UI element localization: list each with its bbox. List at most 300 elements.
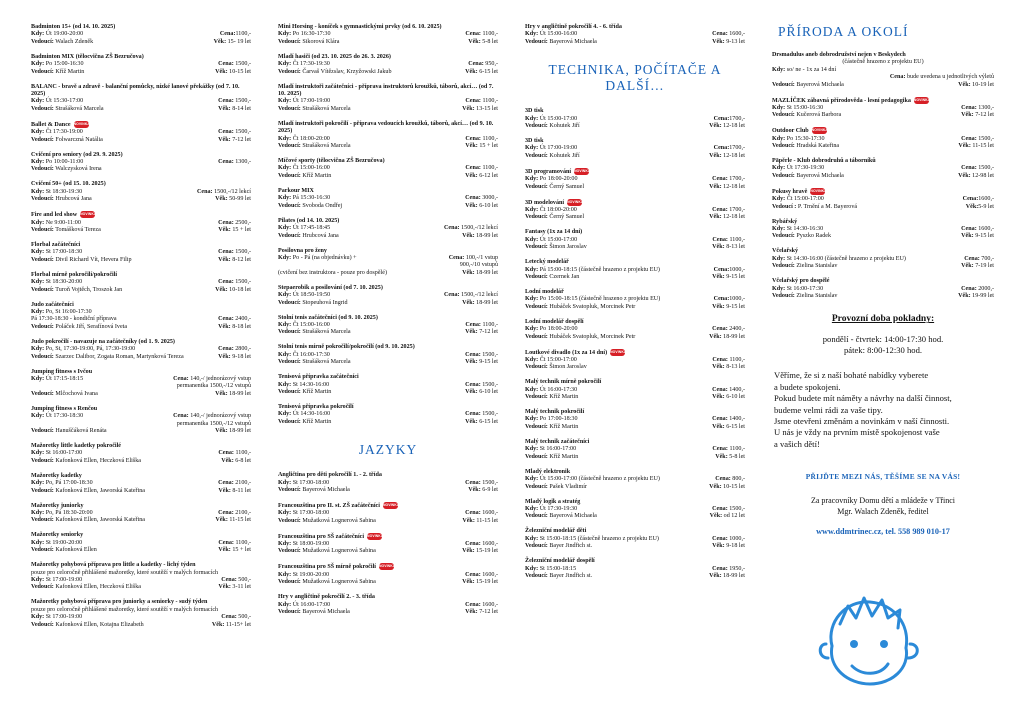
detail-label: Vedoucí: <box>525 152 548 159</box>
course-detail-right: Cena: 140,-/ jednorázový vstup <box>173 375 251 382</box>
detail-label: Věk: <box>462 517 475 524</box>
course-detail-row <box>525 334 745 341</box>
course-detail-right: Cena: 1600,- <box>961 226 994 232</box>
detail-label: Cena: <box>197 188 213 195</box>
course-name: Pokusy hravě <box>772 188 808 195</box>
course-detail-row <box>278 352 498 359</box>
course-name: Fantasy (1x za 14 dní) <box>525 229 583 236</box>
course-name: Mažoretky seniorky <box>31 532 84 539</box>
course-title <box>525 528 745 535</box>
detail-label: Kdy: <box>31 61 45 68</box>
new-badge: NOVINKA <box>574 168 591 173</box>
course-detail-left: Kdy: Čt 15:00-16:00 <box>278 321 330 328</box>
course-entry <box>525 499 745 521</box>
course-detail-row <box>278 572 498 579</box>
detail-label: Vedoucí: <box>278 487 301 493</box>
detail-label: Věk: <box>465 202 478 209</box>
course-name: Rybářský <box>772 218 798 225</box>
course-name: Mažoretky juniorky <box>31 502 84 509</box>
detail-label: Věk: <box>218 105 231 112</box>
course-title <box>278 84 498 99</box>
course-detail-left: Pá 17:30-18:30 - kondiční příprava <box>31 316 117 323</box>
course-entry <box>525 229 745 251</box>
course-title <box>31 272 251 279</box>
detail-label: Věk: <box>462 232 475 239</box>
course-detail-row <box>278 233 498 240</box>
detail-label: Kdy: <box>525 206 539 213</box>
course-name: MAZLÍČEK zábavná přírodověda - lesní pedagogika <box>772 97 911 104</box>
course-entry <box>772 97 994 120</box>
course-title <box>525 199 745 207</box>
detail-label: Cena: <box>961 104 977 111</box>
course-detail-left: Kdy: St 14:30-16:00 (částečně hrazeno z projektu EU) <box>772 255 906 262</box>
course-entry <box>31 54 251 76</box>
course-entry <box>31 211 251 234</box>
closing-message <box>772 370 994 450</box>
detail-label: Vedoucí: <box>525 123 548 130</box>
course-detail-row <box>278 195 498 202</box>
course-detail-right: Cena: 1600,- <box>712 31 745 38</box>
course-detail-right: Věk: 15- 19 let <box>213 38 251 45</box>
course-detail-row <box>772 293 994 300</box>
course-entry <box>525 319 745 341</box>
detail-label: Věk: <box>712 364 725 371</box>
course-name: Outdoor Club <box>772 128 809 135</box>
course-title <box>772 127 994 135</box>
course-detail-left: Kdy: Po 17:00-18:30 <box>525 416 578 423</box>
course-entry <box>525 409 745 431</box>
detail-label: Cena: <box>465 479 481 486</box>
detail-label: Cena: <box>712 416 728 423</box>
message-line: Jsme otevřeni změnám a novinkám v naší činnosti. <box>774 416 950 427</box>
course-detail-right: Věk: 13-15 let <box>462 105 498 112</box>
course-detail-left: Kdy: Čt 15:00-16:00 <box>278 165 330 172</box>
course-entry <box>278 285 498 307</box>
column-3 <box>525 24 745 588</box>
detail-label: Vedoucí: <box>525 543 548 550</box>
course-detail-row <box>772 82 994 89</box>
course-entry <box>278 54 498 76</box>
ddm-logo-child-face-icon <box>810 588 928 688</box>
course-detail-left: Vedoucí: Bayer Jindřich st. <box>525 543 593 550</box>
detail-label: Kdy: <box>772 226 786 232</box>
course-detail-left: Kdy: St 16:00-17:30 <box>772 285 824 292</box>
detail-label: Vedoucí: <box>278 68 301 75</box>
course-detail-right: Věk: 18-99 let <box>462 232 498 239</box>
course-detail-row <box>278 61 498 68</box>
course-entry <box>31 24 251 46</box>
detail-label: Věk: <box>462 579 475 586</box>
course-detail-row <box>772 256 994 263</box>
course-detail-left: Vedoucí: Folwarczná Natália <box>31 136 103 143</box>
detail-label: Věk: <box>211 621 225 628</box>
course-detail-right: Cena: 1500,-/12 lekcí <box>444 292 498 299</box>
course-detail-left: Vedoucí: Strašáková Marcela <box>31 105 104 112</box>
course-entry <box>525 558 745 580</box>
course-entry <box>31 121 251 144</box>
course-entry <box>31 272 251 294</box>
course-detail-right: Cena: 1500,- <box>465 381 498 388</box>
detail-label: Vedoucí: <box>772 81 795 88</box>
course-detail-left: pouze pro celoročně přihlášené mažoretky, které soutěží v malých formacích <box>31 569 219 576</box>
course-entry <box>278 188 498 210</box>
course-detail-left: Kdy: Po, Pá 18:30-20:00 <box>31 510 93 517</box>
course-detail-right: Cena: 1500,- <box>961 135 994 142</box>
course-detail-left: Vedoucí: Hradská Kateřina <box>772 143 840 150</box>
detail-label: Vedoucí: <box>278 329 301 336</box>
detail-label: Cena: <box>444 225 460 232</box>
course-detail-row <box>31 517 251 524</box>
course-entry <box>278 248 498 278</box>
course-detail-right: Cena: 140,-/ jednorázový vstup <box>173 413 251 420</box>
course-entry <box>31 599 251 629</box>
course-detail-row <box>278 136 498 143</box>
course-entry <box>278 533 498 556</box>
course-detail-right: Cena:1700,- <box>713 115 745 122</box>
course-detail-left: Kdy: Út 15:30-17:00 <box>31 98 84 105</box>
detail-label: Cena: <box>221 614 237 621</box>
course-detail-right: Cena: bude uvedena u jednotlivých výletů <box>889 74 994 81</box>
course-detail-right: Cena:1700,- <box>713 145 745 152</box>
course-detail-left: Vedoucí: Kafonková Ellen, Jaworská Kateřina <box>31 487 146 494</box>
detail-label: Věk: <box>218 136 231 143</box>
course-title <box>31 369 251 376</box>
new-badge: NOVINKA <box>378 564 396 569</box>
detail-label: Cena: <box>712 565 728 572</box>
course-detail-right: Cena: 1500,- <box>218 129 251 136</box>
detail-label: Vedoucí: <box>31 487 54 494</box>
course-detail-left: Kdy: Po, Pá 17:00-18:30 <box>31 480 93 487</box>
detail-label: Věk: <box>709 333 722 340</box>
course-entry <box>31 562 251 592</box>
new-badge: NOVINKA <box>367 533 384 538</box>
course-detail-row <box>31 227 251 234</box>
course-detail-right: Cena: 1500,- <box>218 61 251 68</box>
detail-label: Kdy: <box>772 135 786 142</box>
course-detail-right: Věk: 10-15 let <box>709 483 745 490</box>
org-line: Za pracovníky Domu dětí a mládeže v Třinci <box>810 496 956 506</box>
course-detail-row <box>278 270 498 277</box>
course-name: Cvičení 50+ (od 15. 10. 2025) <box>31 181 106 188</box>
detail-label: Kdy: <box>525 296 539 303</box>
course-detail-right: Cena: 1100,- <box>465 165 498 172</box>
course-detail-left: Kdy: Út 16:00-17:00 <box>278 601 331 608</box>
detail-label: Kdy: <box>31 539 45 546</box>
course-detail-right: Věk: 5-8 let <box>468 38 498 45</box>
course-title <box>278 24 498 31</box>
course-detail-row <box>525 513 745 520</box>
detail-label: Cena: <box>448 254 465 261</box>
detail-label: Cena: <box>218 279 234 286</box>
course-name: Francouzština pro SŠ mírně pokročilí <box>278 564 376 571</box>
course-detail-right: Cena: 1500,- <box>961 165 994 172</box>
course-title <box>31 152 251 159</box>
detail-label: Věk: <box>958 81 971 88</box>
course-detail-right: Věk: 9-18 let <box>218 353 251 360</box>
course-detail-right: Cena:1000,- <box>713 266 745 273</box>
detail-label: Kdy: <box>772 196 786 203</box>
detail-label: Cena: <box>218 249 234 256</box>
course-detail-right: Cena: 2100,- <box>218 510 251 517</box>
detail-label: Vedoucí: <box>31 136 54 143</box>
detail-label: Věk: <box>712 543 725 550</box>
detail-label: Vedoucí: <box>31 323 54 330</box>
detail-label: Kdy: <box>278 61 292 68</box>
course-name: Francouzština pro II. st. ZŠ začátečníci <box>278 502 380 509</box>
detail-label: Kdy: <box>525 145 539 152</box>
course-detail-left: Vedoucí: Bayerová Michaela <box>278 487 350 493</box>
course-detail-left: Kdy: Pá 15:30-16:30 <box>278 195 331 202</box>
course-detail-right: Cena: 1500,- <box>465 351 498 358</box>
course-detail-right: Věk: 8-14 let <box>218 105 251 112</box>
course-title <box>525 349 745 357</box>
detail-label: Věk: <box>709 214 722 221</box>
detail-label: Věk: <box>218 584 231 591</box>
detail-label: Vedoucí: <box>278 232 301 239</box>
course-detail-row <box>278 579 498 586</box>
course-detail-left: Vedoucí: Kohutek Jiří <box>525 152 580 159</box>
course-detail-left: Vedoucí: Kříž Martin <box>525 453 579 460</box>
course-detail-row <box>278 98 498 105</box>
detail-label: Vedoucí: <box>525 423 548 430</box>
message-line: a vašich dětí! <box>774 438 820 449</box>
detail-label: Věk: <box>958 293 971 300</box>
detail-label: Kdy: <box>31 510 45 517</box>
course-name: Malý technik začátečníci <box>525 438 590 445</box>
detail-label: Kdy: <box>772 104 786 111</box>
invite-text: PŘIJĎTE MEZI NÁS, TĚŠÍME SE NA VÁS! <box>805 472 961 482</box>
detail-label: Cena: <box>468 61 484 68</box>
detail-label: Cena: <box>712 386 728 393</box>
detail-label: Cena: <box>712 206 728 213</box>
course-detail-row <box>278 411 498 418</box>
course-detail-row <box>525 39 745 46</box>
course-detail-left: Kdy: Čt 17:30-19:00 <box>31 129 83 136</box>
course-detail-left: Vedoucí: Poláček Jiří, Serafínová Iveta <box>31 323 128 330</box>
detail-label: Vedoucí: <box>525 513 548 520</box>
detail-label: Věk: <box>215 286 228 293</box>
detail-label: Vedoucí: <box>525 483 548 490</box>
detail-label: Cena: <box>218 450 234 457</box>
course-detail-row <box>525 424 745 431</box>
detail-label: Kdy: <box>31 577 45 584</box>
course-detail-right: Věk: 15 + let <box>465 143 498 150</box>
course-detail-row <box>525 244 745 251</box>
course-name: Parkour MIX <box>278 187 314 194</box>
detail-label: Vedoucí: <box>278 608 301 615</box>
course-entry <box>525 108 745 130</box>
course-detail-right: Cena: 1500,-/12 lekcí <box>444 225 498 232</box>
course-name: Hry v angličtině pokročilí 2. - 3. třída <box>278 594 375 601</box>
course-detail-row <box>525 274 745 281</box>
course-detail-right: Cena: 1100,- <box>465 98 498 105</box>
detail-label: Kdy: <box>278 165 292 172</box>
course-title <box>31 503 251 510</box>
course-detail-left: Kdy: St 17:00-18:00 <box>278 479 330 486</box>
course-detail-row <box>772 105 994 112</box>
detail-label: Vedoucí: <box>772 263 795 270</box>
detail-label: Vedoucí: <box>525 394 548 401</box>
course-detail-right: Věk: 19-99 let <box>958 293 994 300</box>
course-entry <box>278 594 498 616</box>
course-detail-right: Cena:1100,- <box>219 31 251 38</box>
course-name: Mažoretky pohybová příprava pro juniorky a seniorky - sudý týden <box>31 599 208 606</box>
signature-block <box>772 495 994 517</box>
detail-label: Věk: <box>961 263 974 270</box>
column-4 <box>772 24 994 536</box>
detail-label: Kdy: <box>31 308 45 315</box>
detail-label: Vedoucí: <box>525 183 548 190</box>
course-entry <box>31 84 251 114</box>
detail-label: Kdy: <box>31 413 45 420</box>
course-detail-right: Cena: 1400,- <box>712 386 745 393</box>
course-detail-right: Cena: 1500,-/12 lekcí <box>197 188 251 195</box>
website-link[interactable]: www.ddmtrinec.cz, <box>816 527 884 537</box>
detail-label: Věk: <box>709 152 722 159</box>
course-detail-row <box>278 609 498 616</box>
detail-label: Cena: <box>465 541 481 548</box>
course-detail-row <box>31 166 251 173</box>
message-line: U nás je vždy na prvním místě spokojenost vaše <box>774 427 940 438</box>
course-detail-row <box>525 304 745 311</box>
course-detail-row <box>31 607 251 614</box>
course-entry <box>278 315 498 337</box>
column-2 <box>278 24 498 624</box>
course-detail-left: Kdy: St 16:00-17:00 <box>525 446 577 453</box>
course-detail-left: Vedoucí: Walach Zdeněk <box>31 38 94 45</box>
course-title <box>525 108 745 115</box>
new-badge: NOVINKA <box>567 199 584 204</box>
detail-label: Vedoucí: <box>772 293 795 300</box>
course-detail-left: Vedoucí: Strašáková Marcela <box>278 143 351 150</box>
detail-label: Věk: <box>958 172 971 179</box>
section-heading-nature: PŘÍRODA A OKOLÍ <box>778 24 909 39</box>
course-detail-row <box>31 220 251 227</box>
course-title <box>772 219 994 226</box>
course-detail-left: Vedoucí: Kafonková Ellen, Heczková Eliška <box>31 584 141 591</box>
detail-label: Cena: <box>712 446 728 453</box>
course-name: Francouzština pro SŠ začátečníci <box>278 533 365 540</box>
course-name: Judo pokročilí - navazuje na začátečníky (od 1. 9. 2025) <box>31 338 175 345</box>
course-detail-row <box>525 237 745 244</box>
course-title <box>31 181 251 188</box>
detail-label: Cena: <box>712 505 728 512</box>
course-detail-left: Vedoucí: Bayerová Michaela <box>772 81 844 88</box>
detail-label: Věk: <box>462 548 475 555</box>
course-entry <box>525 379 745 401</box>
course-detail-row <box>31 421 251 428</box>
course-detail-row <box>278 518 498 525</box>
course-entry <box>31 181 251 203</box>
detail-label: Kdy: <box>525 416 539 423</box>
detail-label: Kdy: <box>525 31 539 38</box>
detail-label: Vedoucí: <box>31 428 54 434</box>
detail-label: Cena: <box>218 98 234 105</box>
course-entry <box>525 199 745 222</box>
course-detail-right: Věk: 18-99 let <box>709 333 745 340</box>
course-detail-right: Věk: 9-13 let <box>712 38 745 45</box>
course-detail-right: Věk: 18-99 let <box>215 390 251 397</box>
course-detail-row <box>278 359 498 366</box>
course-detail-row <box>278 322 498 329</box>
course-detail-right: Věk: 9-15 let <box>712 303 745 310</box>
detail-label: Vedoucí: <box>278 38 301 45</box>
course-name: Drsmadulus aneb dobrodružství nejen v Beskydech <box>772 52 906 58</box>
course-detail-row <box>278 548 498 555</box>
cashier-hours-heading: Provozní doba pokladny: <box>831 314 935 325</box>
course-detail-right: Věk: 12-18 let <box>709 152 745 159</box>
detail-label: Věk: <box>712 303 725 310</box>
course-detail-row <box>31 480 251 487</box>
course-title <box>278 285 498 292</box>
detail-label: Kdy: <box>525 176 539 183</box>
course-detail-left: Kdy: Út 15:00-16:00 <box>525 31 578 38</box>
course-detail-right: Cena: 2000,- <box>961 285 994 292</box>
course-name: Lodní modelář dospělí <box>525 318 584 325</box>
course-entry <box>772 52 994 89</box>
course-title <box>278 188 498 195</box>
detail-label: Kdy: <box>278 351 292 358</box>
detail-label: Cena: <box>465 135 481 142</box>
course-detail-row <box>31 413 251 420</box>
course-detail-row <box>31 287 251 294</box>
column-1 <box>31 24 251 637</box>
detail-label: Kdy: <box>772 165 786 172</box>
detail-label: Cena: <box>465 601 481 608</box>
course-detail-row <box>525 184 745 191</box>
course-detail-right: Věk: 9-18 let <box>712 543 745 550</box>
course-detail-row <box>31 69 251 76</box>
course-detail-row <box>278 69 498 76</box>
course-detail-left: Kdy: St 15:00-18:15 <box>525 565 577 572</box>
course-detail-row <box>525 145 745 152</box>
new-badge: NOVINKA <box>913 97 931 102</box>
course-detail-left: Vedoucí: Mužatková Lognerová Sabina <box>278 579 376 586</box>
course-detail-row <box>278 292 498 299</box>
detail-label: Cena: <box>218 129 234 136</box>
detail-label: Kdy: <box>31 129 45 136</box>
course-detail-row <box>525 364 745 371</box>
course-title <box>31 473 251 480</box>
detail-label: Kdy: <box>278 541 292 548</box>
course-detail-right: Cena: 1500,- <box>218 279 251 286</box>
course-detail-left: Vedoucí: Kafonková Ellen, Kotajna Elizabeth <box>31 621 144 628</box>
detail-label: Vedoucí: <box>278 143 301 150</box>
detail-label: Vedoucí: <box>525 333 548 340</box>
detail-label: Věk: <box>462 269 475 276</box>
course-name: Mini Horsing - koníček s gymnastickými prvky (od 6. 10. 2025) <box>278 24 442 30</box>
course-detail-row <box>278 510 498 517</box>
course-detail-row <box>278 143 498 150</box>
detail-label: Cena: <box>218 510 234 517</box>
course-detail-row <box>278 39 498 46</box>
course-detail-row <box>772 165 994 172</box>
detail-label: Věk: <box>218 547 231 554</box>
course-detail-row <box>31 584 251 591</box>
course-detail-left: Vedoucí: Šimon Jaroslav <box>525 364 587 371</box>
course-detail-left: Kdy: Út 16:00-17:30 <box>525 386 578 393</box>
course-detail-right: Věk: 10-19 let <box>958 81 994 88</box>
detail-label: Cena: <box>712 176 728 183</box>
course-entry <box>31 339 251 361</box>
message-line: Pokud budete mít náměty a návrhy na další činnost, <box>774 393 952 404</box>
course-name: Jumping fitness s Renčou <box>31 405 98 412</box>
detail-label: Vedoucí: <box>278 202 301 209</box>
course-detail-left: Vedoucí: Zielina Stanislav <box>772 293 838 300</box>
course-title <box>31 242 251 249</box>
detail-label: Kdy: <box>31 219 45 226</box>
course-detail-row <box>31 391 251 398</box>
